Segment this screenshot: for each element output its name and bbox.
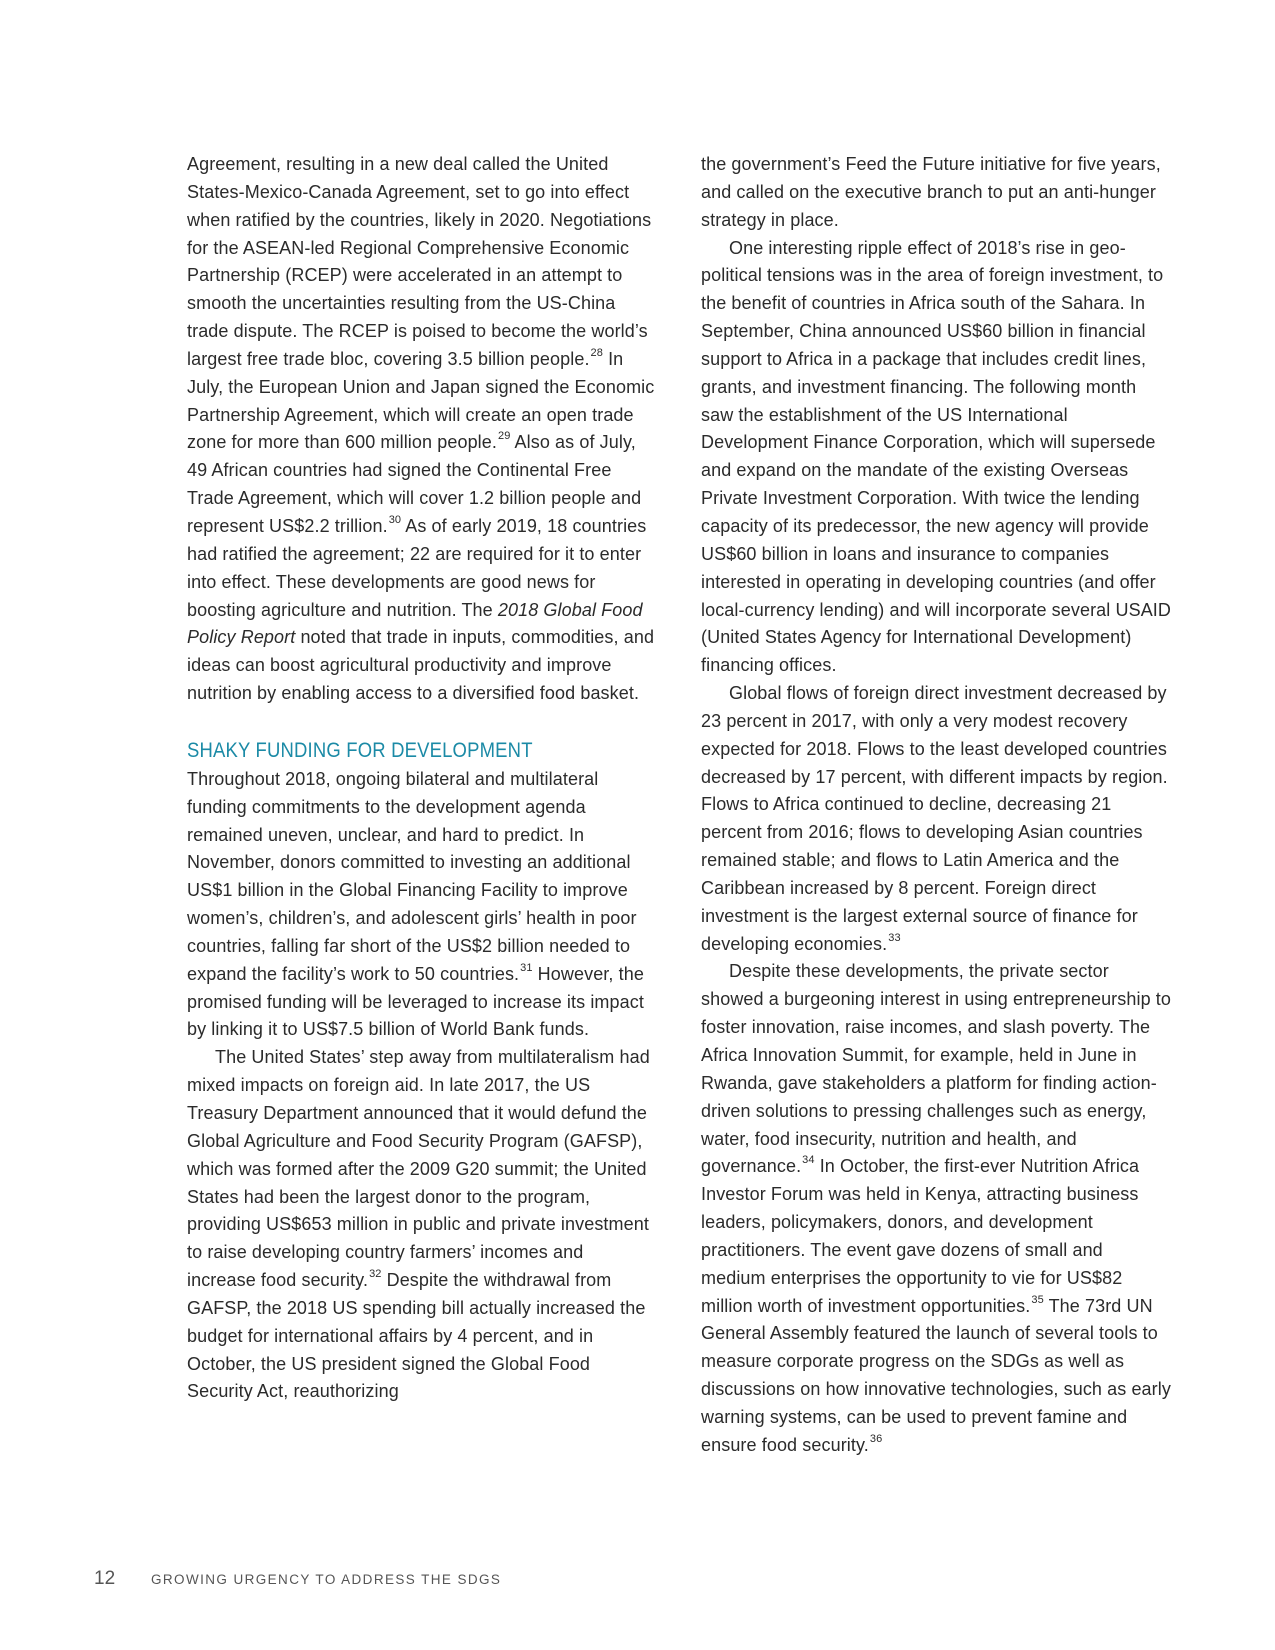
body-paragraph: Agreement, resulting in a new deal called the United States-Mexico-Canada Agreement, set to go into effect when ratified by the countries, likely in 2020. Negotiations for the ASEAN-led Regional Comprehensive Economic Partnership (RCEP) were accelerated in an attempt to smooth the uncertainties resulting from the US-China trade dispute. The RCEP is poised to become the world’s largest free trade bloc, covering 3.5 billion people.$^{28}$ In July, the European Union and Japan signed the Economic Partnership Agreement, which will create an open trade zone for more than 600 million people.$^{29}$ Also as of July, 49 African countries had signed the Continental Free Trade Agreement, which will cover 1.2 billion people and represent US$2.2 trillion.$^{30}$ As of early 2019, 18 countries had ratified the agreement; 22 are required for it to enter into effect. These developments are good news for boosting agriculture and nutrition. The 2018 Global Food Policy Report noted that trade in inputs, commodities, and ideas can boost agricultural productivity and improve nutrition by enabling access to a diversified food basket. [187,154,655,704]
body-paragraph: Throughout 2018, ongoing bilateral and multilateral funding commitments to the development agenda remained uneven, unclear, and hard to predict. In November, donors committed to investing an additional US$1 billion in the Global Financing Facility to improve women’s, children’s, and adolescent girls’ health in poor countries, falling far short of the US$2 billion needed to expand the facility’s work to 50 countries.$^{31}$ However, the promised funding will be leveraged to increase its impact by linking it to US$7.5 billion of World Bank funds. [187,768,644,1040]
left-column [187,151,657,1406]
footnote-ref: 33 [888,931,901,944]
page-footer [94,1568,501,1590]
footnote-ref: 35 [1031,1293,1044,1306]
footnote-ref: 30 [388,513,402,526]
report-title: 2018 Global Food Policy Report [187,599,643,648]
right-column [701,151,1171,1460]
footnote-ref: 29 [497,430,511,443]
running-head: GROWING URGENCY TO ADDRESS THE SDGS [151,1572,502,1587]
footnote-ref: 34 [802,1154,815,1167]
body-paragraph: Despite these developments, the private sector showed a burgeoning interest in using entrepreneurship to foster innovation, raise incomes, and slash poverty. The Africa Innovation Summit, for example, held in June in Rwanda, gave stakeholders a platform for finding action-driven solutions to pressing challenges such as energy, water, food insecurity, nutrition and health, and governance.$^{34}$ In October, the first-ever Nutrition Africa Investor Forum was held in Kenya, attracting business leaders, policymakers, donors, and development practitioners. The event gave dozens of small and medium enterprises the opportunity to vie for US$82 million worth of investment opportunities.$^{35}$ The 73rd UN General Assembly featured the launch of several tools to measure corporate progress on the SDGs as well as discussions on how innovative technologies, such as early warning systems, can be used to prevent famine and ensure food security.$^{36}$ [701,961,1172,1455]
section-heading: SHAKY FUNDING FOR DEVELOPMENT [187,738,533,762]
footnote-ref: 28 [590,346,603,359]
body-paragraph: One interesting ripple effect of 2018’s rise in geopolitical tensions was in the area of foreign investment, to the benefit of countries in Africa south of the Sahara. In September, China announced US$60 billion in financial support to Africa in a package that includes credit lines, grants, and investment financing. The following month saw the establishment of the US International Development Finance Corporation, which will supersede and expand on the mandate of the existing Overseas Private Investment Corporation. With twice the lending capacity of its predecessor, the new agency will provide US$60 billion in loans and insurance to companies interested in operating in developing countries (and offer local-currency lending) and will incorporate several USAID (United States Agency for International Development) financing offices. [701,237,1172,676]
body-paragraph: The United States’ step away from multilateralism had mixed impacts on foreign aid. In late 2017, the US Treasury Department announced that it would defund the Global Agriculture and Food Security Program (GAFSP), which was formed after the 2009 G20 summit; the United States had been the largest donor to the program, providing US$653 million in public and private investment to raise developing country farmers’ incomes and increase food security.$^{32}$ Despite the withdrawal from GAFSP, the 2018 US spending bill actually increased the budget for international affairs by 4 percent, and in October, the US president signed the Global Food Security Act, reauthorizing [187,1047,650,1402]
footnote-ref: 36 [869,1432,883,1445]
body-paragraph: Global flows of foreign direct investment decreased by 23 percent in 2017, with only a very modest recovery expected for 2018. Flows to the least developed countries decreased by 17 percent, with different impacts by region. Flows to Africa continued to decline, decreasing 21 percent from 2016; flows to developing Asian countries remained stable; and flows to Latin America and the Caribbean increased by 8 percent. Foreign direct investment is the largest external source of finance for developing economies.$^{33}$ [701,683,1168,954]
body-paragraph: the government’s Feed the Future initiative for five years, and called on the executive branch to put an anti-hunger strategy in place. [701,154,1161,230]
footnote-ref: 32 [369,1268,382,1281]
footnote-ref: 31 [520,961,533,974]
page-number: 12 [94,1568,116,1589]
